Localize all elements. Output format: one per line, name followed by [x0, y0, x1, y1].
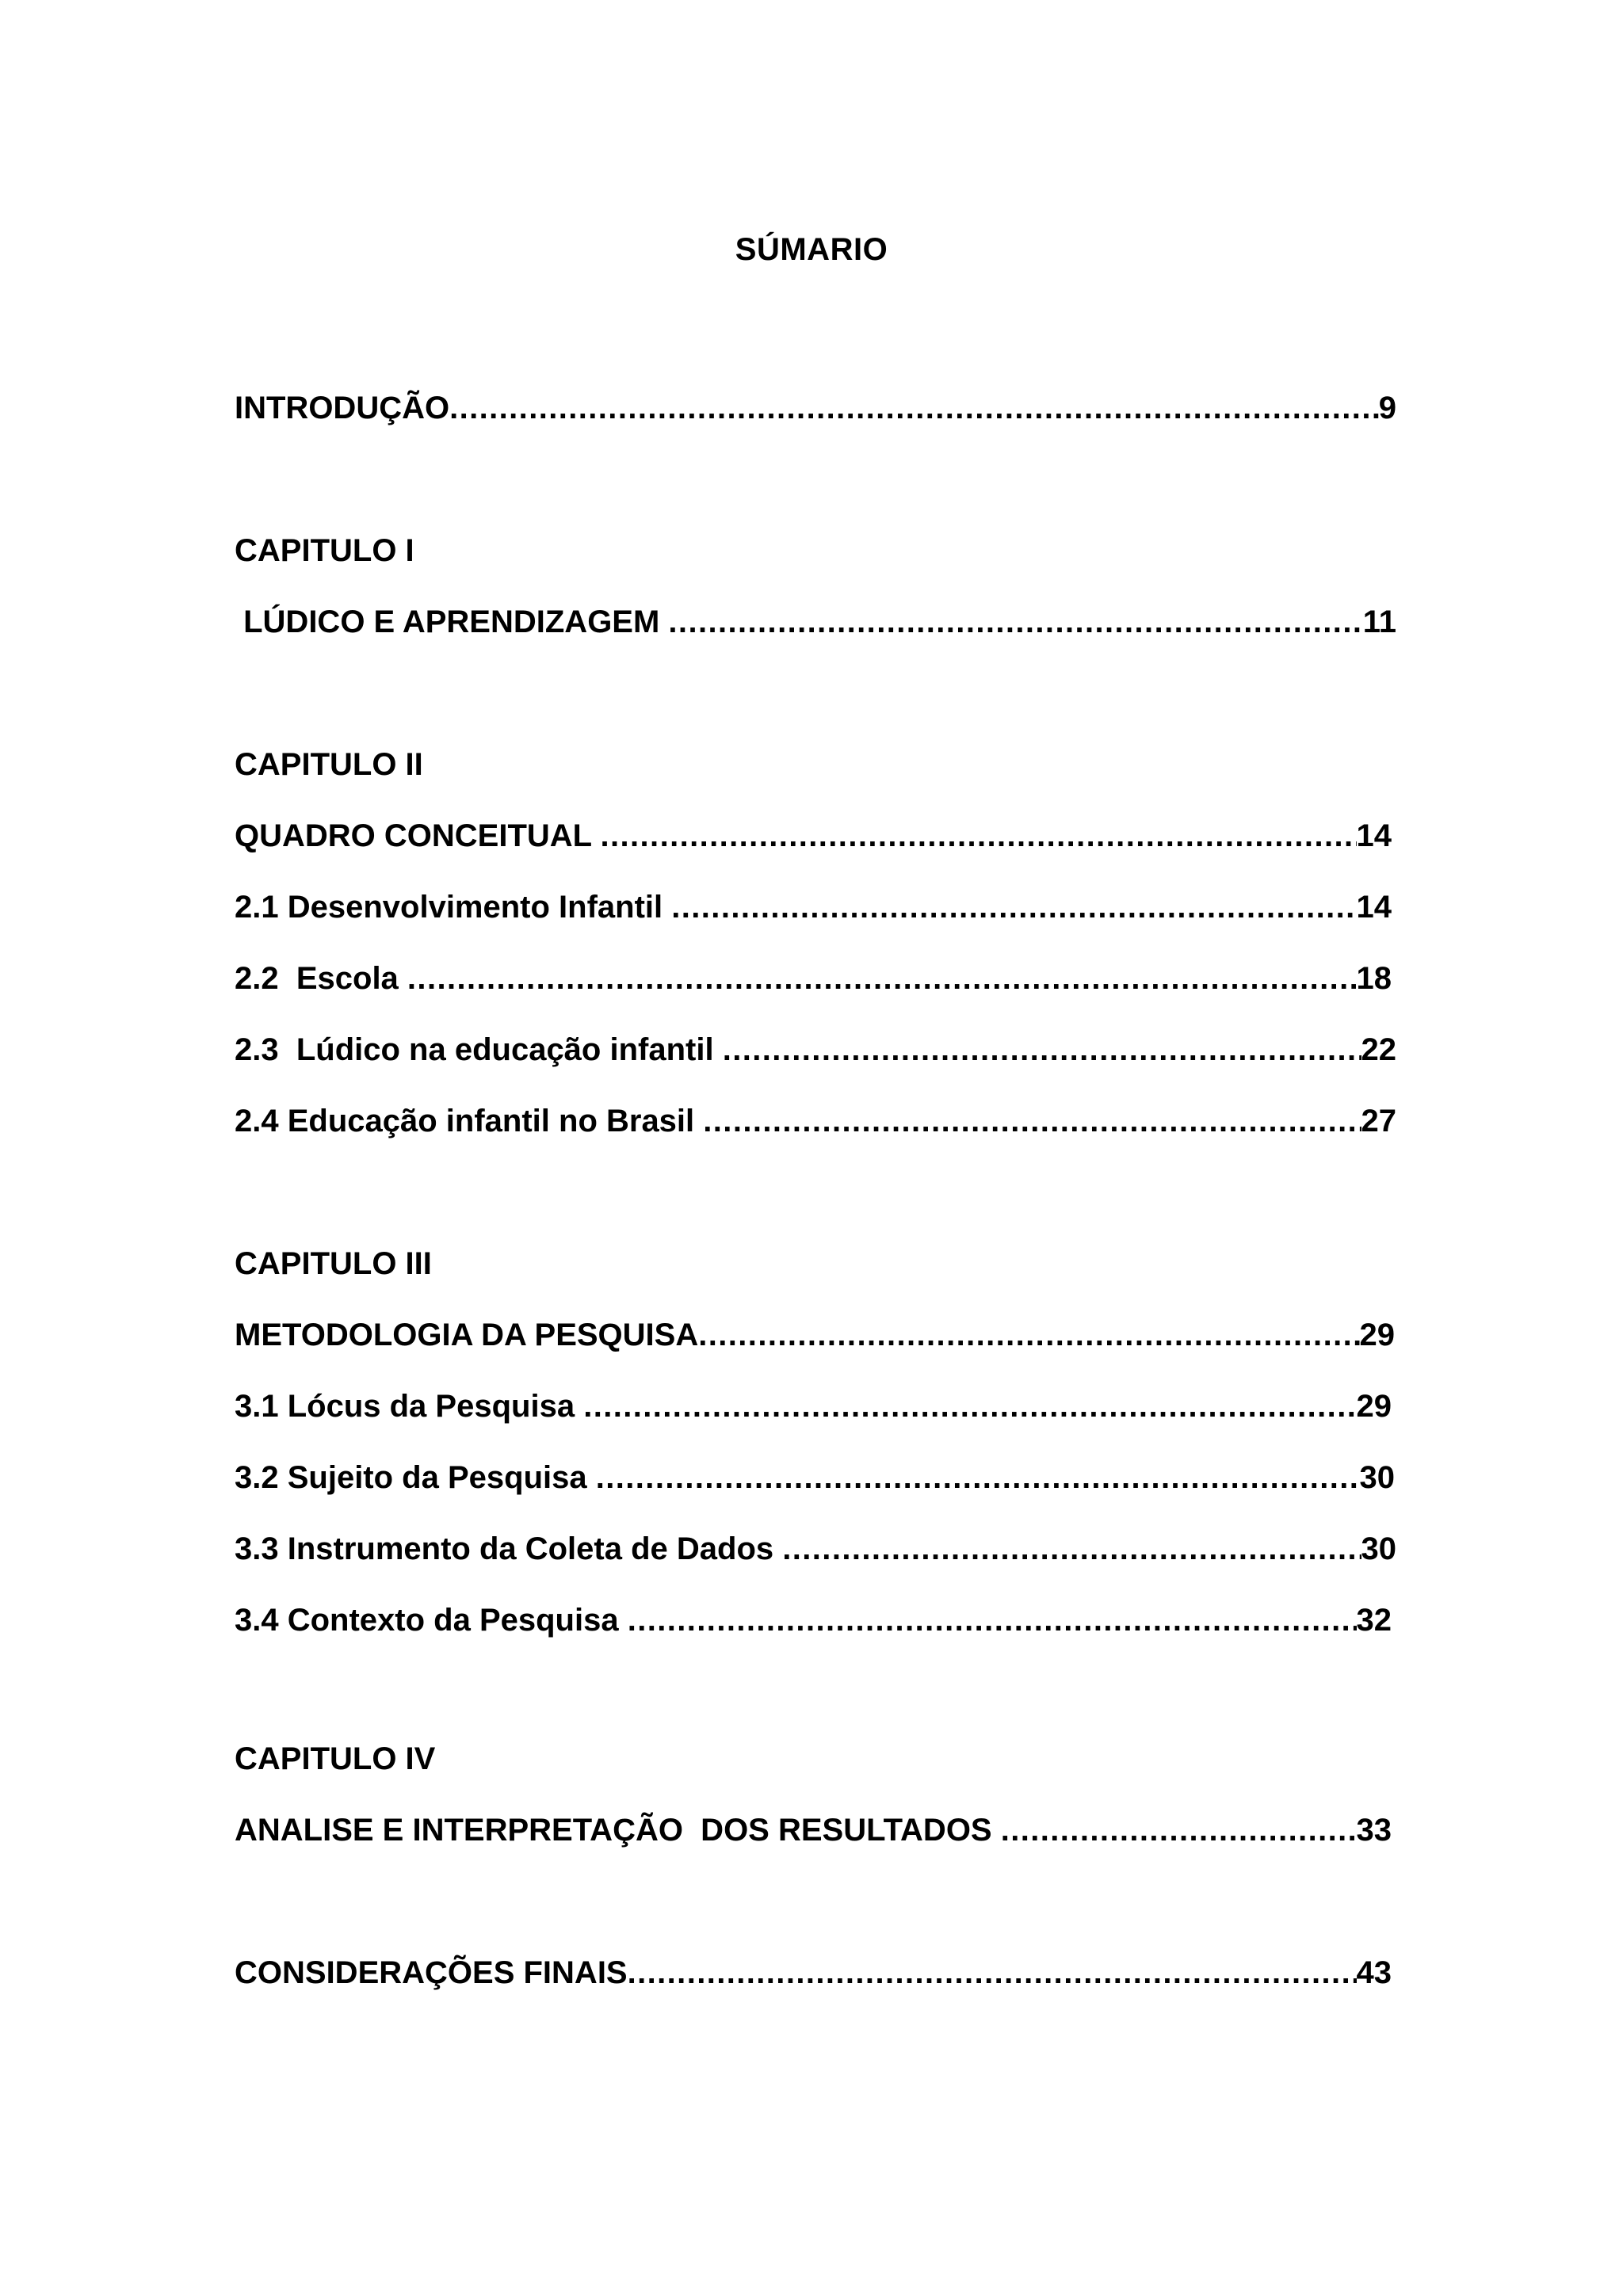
toc-page-number: 29	[1356, 1389, 1392, 1424]
toc-entry-desenvolvimento-infantil[interactable]	[235, 887, 1392, 927]
toc-leader-dots	[698, 1315, 1359, 1355]
toc-leader-dots	[1001, 1810, 1357, 1850]
toc-leader-dots	[671, 887, 1356, 927]
toc-entry-ludico-aprendizagem[interactable]	[235, 602, 1396, 642]
toc-entry-label: INTRODUÇÃO	[235, 391, 450, 425]
toc-entry-quadro-conceitual[interactable]	[235, 816, 1392, 856]
toc-entry-ludico-educacao-infantil[interactable]	[235, 1030, 1396, 1070]
toc-entry-educacao-infantil-brasil[interactable]	[235, 1101, 1396, 1141]
toc-entry-escola[interactable]	[235, 959, 1392, 998]
toc-page-number: 33	[1356, 1813, 1392, 1848]
toc-entry-label: LÚDICO E APRENDIZAGEM	[235, 605, 669, 639]
toc-leader-dots	[668, 602, 1362, 642]
toc-leader-dots	[449, 388, 1379, 428]
toc-entry-label: 2.4 Educação infantil no Brasil	[235, 1104, 704, 1138]
toc-entry-label: 3.4 Contexto da Pesquisa	[235, 1603, 628, 1638]
toc-page-number: 43	[1356, 1955, 1392, 1990]
toc-leader-dots	[703, 1101, 1361, 1141]
toc-entry-label: 3.1 Lócus da Pesquisa	[235, 1389, 584, 1424]
toc-page-number: 29	[1359, 1318, 1395, 1352]
toc-entry-metodologia-pesquisa[interactable]	[235, 1315, 1395, 1355]
toc-leader-dots	[723, 1030, 1361, 1070]
toc-entry-sujeito-pesquisa[interactable]	[235, 1458, 1395, 1497]
toc-entry-label: CONSIDERAÇÕES FINAIS	[235, 1955, 628, 1990]
toc-page-number: 14	[1356, 890, 1392, 925]
toc-page-number: 14	[1356, 818, 1392, 853]
toc-page-number: 9	[1378, 391, 1396, 425]
toc-page-number: 22	[1361, 1032, 1396, 1067]
chapter-heading-4: CAPITULO IV	[235, 1741, 436, 1776]
toc-entry-locus-pesquisa[interactable]	[235, 1386, 1392, 1426]
toc-entry-label: 3.2 Sujeito da Pesquisa	[235, 1460, 596, 1495]
toc-entry-label: METODOLOGIA DA PESQUISA	[235, 1318, 699, 1352]
toc-page-number: 18	[1356, 961, 1392, 996]
toc-leader-dots	[600, 816, 1356, 856]
toc-leader-dots	[628, 1953, 1357, 1993]
chapter-heading-3: CAPITULO III	[235, 1246, 432, 1281]
toc-leader-dots	[596, 1458, 1360, 1497]
toc-entry-label: 2.1 Desenvolvimento Infantil	[235, 890, 672, 925]
toc-entry-introducao[interactable]	[235, 388, 1396, 428]
toc-entry-instrumento-coleta-dados[interactable]	[235, 1529, 1396, 1569]
toc-leader-dots	[782, 1529, 1361, 1569]
toc-entry-label: QUADRO CONCEITUAL	[235, 818, 601, 853]
toc-page-number: 27	[1361, 1104, 1396, 1138]
toc-page-number: 30	[1361, 1531, 1396, 1566]
toc-entry-label: 2.3 Lúdico na educação infantil	[235, 1032, 723, 1067]
toc-page-number: 32	[1356, 1603, 1392, 1638]
toc-entry-consideracoes-finais[interactable]	[235, 1953, 1392, 1993]
toc-page-number: 30	[1359, 1460, 1395, 1495]
toc-leader-dots	[407, 959, 1357, 998]
toc-leader-dots	[628, 1600, 1357, 1640]
toc-entry-contexto-pesquisa[interactable]	[235, 1600, 1392, 1640]
toc-leader-dots	[583, 1386, 1356, 1426]
toc-entry-label: ANALISE E INTERPRETAÇÃO DOS RESULTADOS	[235, 1813, 1001, 1848]
chapter-heading-1: CAPITULO I	[235, 533, 414, 568]
chapter-heading-2: CAPITULO II	[235, 747, 423, 782]
toc-page-number: 11	[1362, 605, 1396, 639]
toc-entry-label: 2.2 Escola	[235, 961, 407, 996]
toc-entry-analise-interpretacao[interactable]	[235, 1810, 1392, 1850]
toc-entry-label: 3.3 Instrumento da Coleta de Dados	[235, 1531, 783, 1566]
page-title: SÚMARIO	[735, 232, 888, 267]
